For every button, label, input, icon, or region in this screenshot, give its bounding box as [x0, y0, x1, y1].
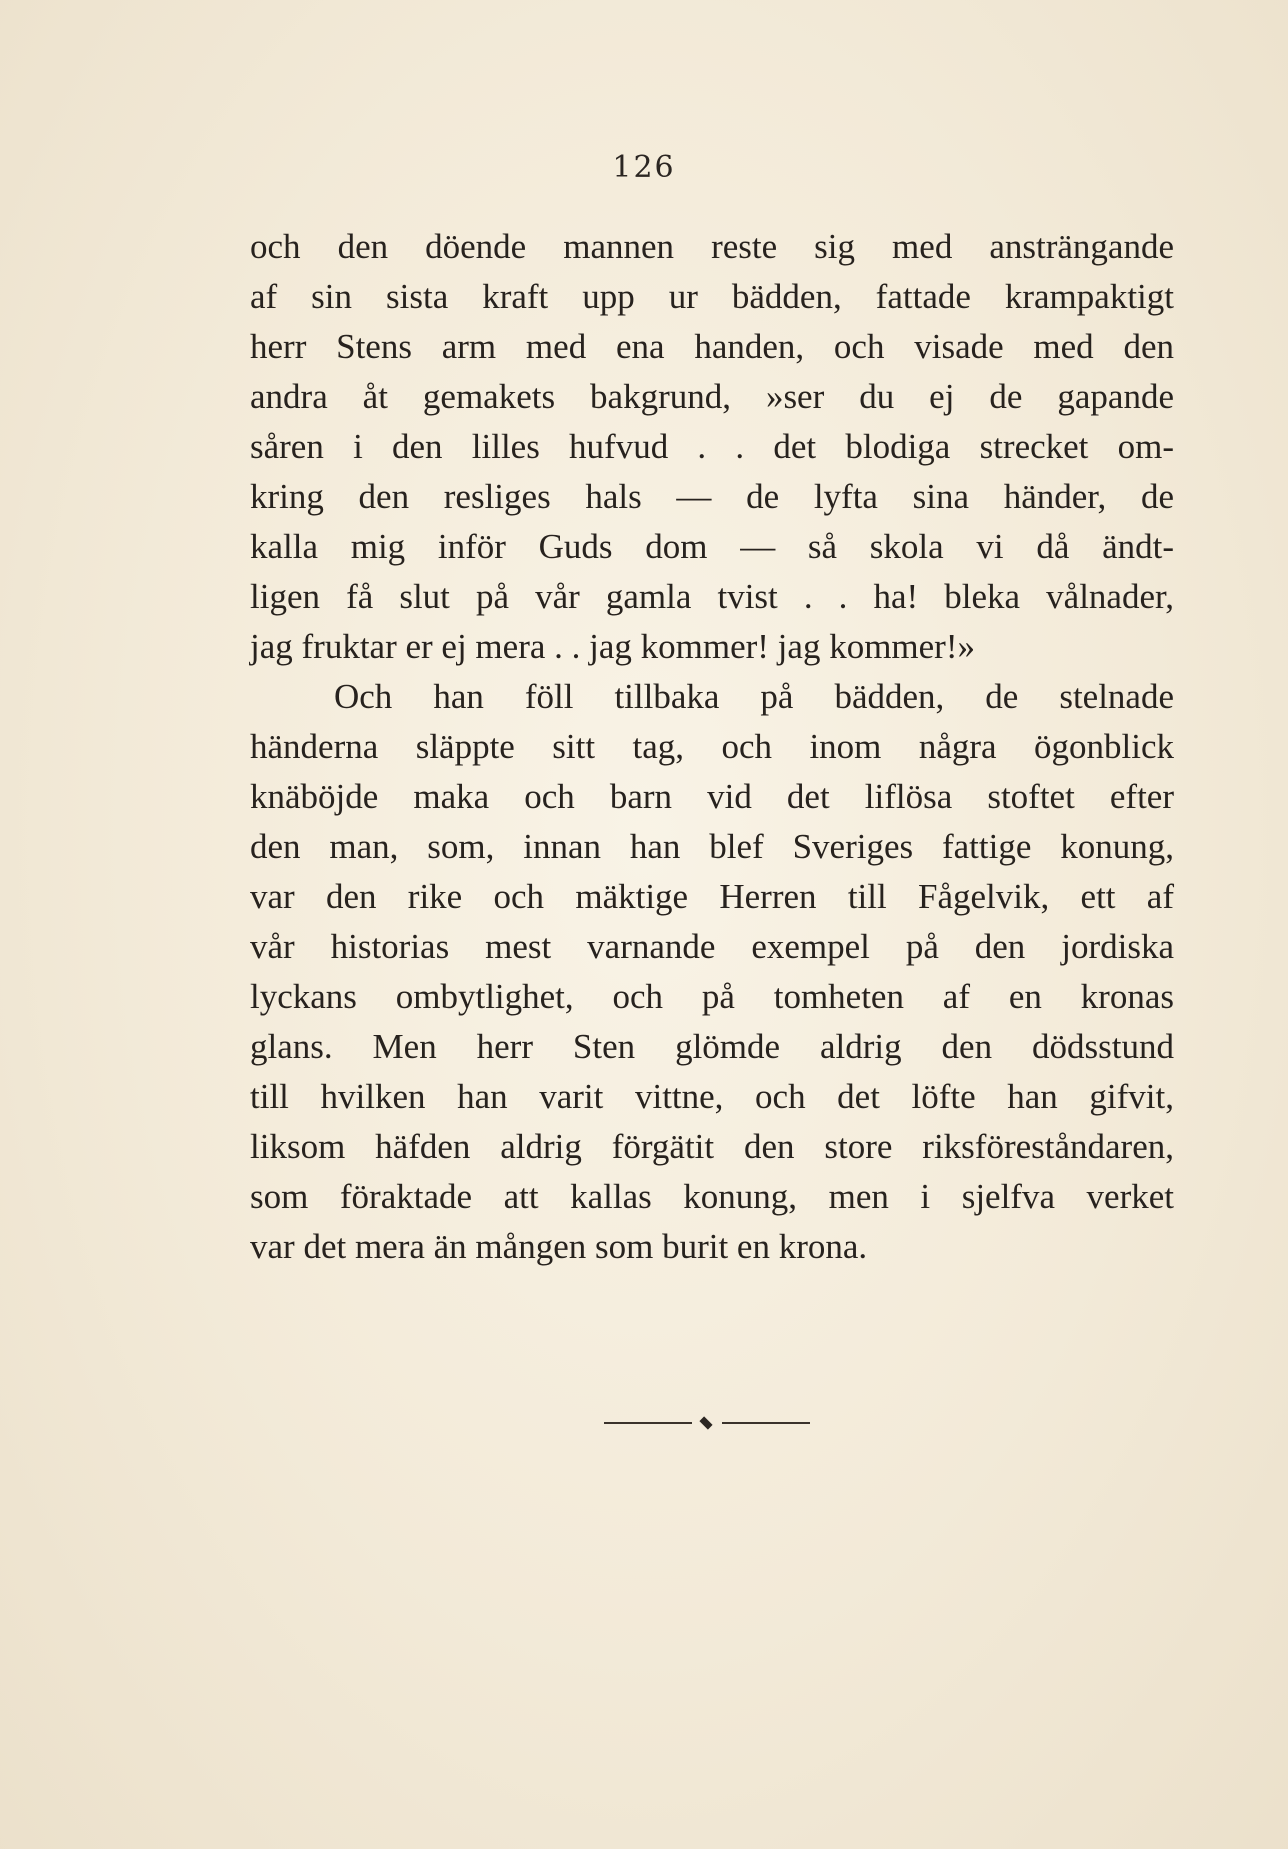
text-line: herr Stens arm med ena handen, och visade med den	[250, 327, 1174, 366]
ornament-rule-right	[722, 1422, 810, 1424]
text-line: händerna släppte sitt tag, och inom några ögonblick	[250, 727, 1174, 766]
text-line: lyckans ombytlighet, och på tomheten af en kronas	[250, 977, 1174, 1016]
text-line: glans. Men herr Sten glömde aldrig den dödsstund	[250, 1027, 1174, 1066]
text-line: den man, som, innan han blef Sveriges fattige konung,	[250, 827, 1174, 866]
text-line: liksom häfden aldrig förgätit den store riksföreståndaren,	[250, 1127, 1174, 1166]
text-line: till hvilken han varit vittne, och det löfte han gifvit,	[250, 1077, 1174, 1116]
text-line: som föraktade att kallas konung, men i sjelfva verket	[250, 1177, 1174, 1216]
section-end-ornament	[604, 1414, 810, 1432]
diamond-icon	[699, 1416, 712, 1429]
text-line: var den rike och mäktige Herren till Fågelvik, ett af	[250, 877, 1174, 916]
paragraph-start-line: Och han föll tillbaka på bädden, de stelnade	[334, 677, 1174, 716]
text-line: af sin sista kraft upp ur bädden, fattade krampaktigt	[250, 277, 1174, 316]
text-line: och den döende mannen reste sig med ansträngande	[250, 227, 1174, 266]
page-number: 126	[612, 150, 676, 185]
text-line: kring den resliges hals — de lyfta sina händer, de	[250, 477, 1174, 516]
text-line: jag fruktar er ej mera . . jag kommer! jag kommer!»	[250, 627, 975, 666]
text-line: vår historias mest varnande exempel på den jordiska	[250, 927, 1174, 966]
ornament-rule-left	[604, 1422, 692, 1424]
text-line: såren i den lilles hufvud . . det blodiga strecket om-	[250, 427, 1174, 466]
text-line: andra åt gemakets bakgrund, »ser du ej de gapande	[250, 377, 1174, 416]
text-line: var det mera än mången som burit en krona.	[250, 1227, 868, 1266]
body-text	[250, 222, 1174, 1272]
text-line: ligen få slut på vår gamla tvist . . ha! bleka vålnader,	[250, 577, 1174, 616]
text-line: kalla mig inför Guds dom — så skola vi då ändt-	[250, 527, 1174, 566]
text-line: knäböjde maka och barn vid det liflösa stoftet efter	[250, 777, 1174, 816]
